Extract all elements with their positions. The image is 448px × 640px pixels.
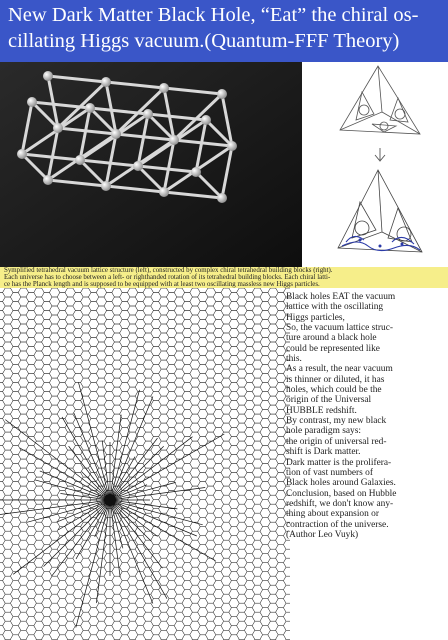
body-line: Black holes around Galaxies. <box>286 478 396 489</box>
body-line: Dark matter is the prolifera- <box>286 457 392 468</box>
caption-line: Each universe has to choose between a left- or righthanded rotation of its tetrahedral building blocks. Each chiral latti- <box>4 274 331 282</box>
lattice-model-photo <box>0 62 302 267</box>
body-line: ture around a black hole <box>286 333 377 344</box>
body-line: Black holes EAT the vacuum <box>286 292 396 302</box>
body-line: lattice with the oscillating <box>286 302 384 313</box>
black-hole-lattice-illustration <box>0 288 290 640</box>
tetrahedron-diagram <box>302 62 448 267</box>
body-line: (Author Leo Vuyk) <box>286 529 359 540</box>
body-line: thing about expansion or <box>286 509 379 520</box>
body-line: shift is Dark matter. <box>286 447 361 458</box>
body-line: holes, which could be the <box>286 385 382 396</box>
title-line: cillating Higgs vacuum.(Quantum-FFF Theory) <box>8 30 400 52</box>
body-line: Conclusion, based on Hubble <box>286 488 397 499</box>
body-line: is thinner or diluted, it has <box>286 374 385 385</box>
body-line: origin of the Universal <box>286 395 372 406</box>
caption-line: ce has the Planck length and is supposed to be equipped with at least two oscillating massless new Higgs particles. <box>4 281 320 289</box>
body-line: So, the vacuum lattice struc- <box>286 323 393 334</box>
caption <box>0 267 448 288</box>
body-line: this. <box>286 354 302 365</box>
title-line: New Dark Matter Black Hole, “Eat” the chiral os- <box>8 4 419 26</box>
body-line: As a result, the near vacuum <box>286 364 393 375</box>
body-line: By contrast, my new black <box>286 416 387 427</box>
caption-line: Symplified tetrahedral vacuum lattice structure (left), constructed by complex chiral tetrahedral building blocks (right). <box>4 267 333 274</box>
body-line: contraction of the universe. <box>286 519 389 530</box>
body-line: redshift, we don't know any- <box>286 498 394 509</box>
arrow-down-icon <box>375 148 385 161</box>
body-line: tion of vast numbers of <box>286 467 373 478</box>
body-line: hole paradigm says: <box>286 426 361 437</box>
body-line: the origin of universal red- <box>286 436 387 447</box>
body-line: HUBBLE redshift. <box>286 405 357 416</box>
body-text <box>286 292 446 540</box>
body-line: Higgs particles, <box>286 312 345 323</box>
body-line: could be represented like <box>286 343 380 354</box>
title-banner <box>0 0 448 62</box>
